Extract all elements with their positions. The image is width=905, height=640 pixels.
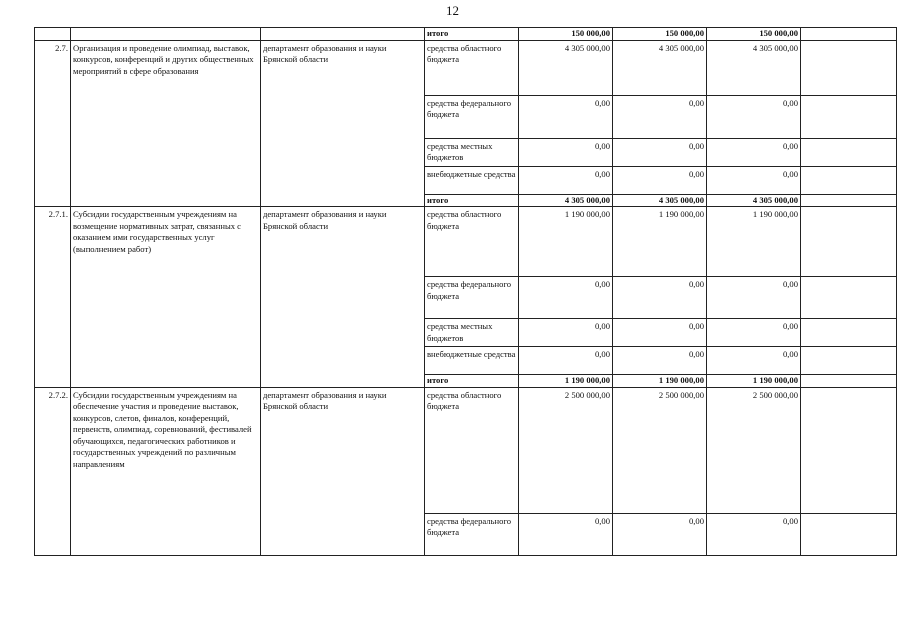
amount-cell: 0,00 (707, 138, 801, 166)
funding-source-cell: средства федерального бюджета (425, 513, 519, 555)
cell-empty (801, 387, 897, 513)
table-row (35, 387, 897, 513)
amount-cell: 0,00 (613, 166, 707, 194)
amount-cell: 0,00 (519, 138, 613, 166)
cell-empty (261, 28, 425, 41)
amount-cell: 0,00 (519, 347, 613, 375)
cell-empty (801, 166, 897, 194)
cell-empty (71, 28, 261, 41)
amount-cell: 1 190 000,00 (707, 207, 801, 277)
amount-cell: 0,00 (707, 277, 801, 319)
amount-cell: 4 305 000,00 (707, 194, 801, 207)
amount-cell: 1 190 000,00 (613, 207, 707, 277)
amount-cell: 150 000,00 (613, 28, 707, 41)
item-name: Субсидии государственным учреждениям на возмещение нормативных затрат, связанных с оказанием ими государственных услуг (выполнением работ) (71, 207, 261, 388)
amount-cell: 0,00 (613, 138, 707, 166)
cell-empty (801, 513, 897, 555)
amount-cell: 2 500 000,00 (613, 387, 707, 513)
amount-cell: 0,00 (613, 277, 707, 319)
item-number: 2.7. (35, 40, 71, 207)
amount-cell: 2 500 000,00 (707, 387, 801, 513)
funding-source-cell: средства областного бюджета (425, 387, 519, 513)
amount-cell: 0,00 (519, 513, 613, 555)
executor-cell: департамент образования и науки Брянской области (261, 207, 425, 388)
amount-cell: 0,00 (707, 95, 801, 138)
funding-source-cell: средства областного бюджета (425, 40, 519, 95)
cell-empty (801, 95, 897, 138)
cell-empty (801, 207, 897, 277)
executor-cell: департамент образования и науки Брянской области (261, 387, 425, 555)
amount-cell: 1 190 000,00 (707, 375, 801, 388)
item-number: 2.7.1. (35, 207, 71, 388)
amount-cell: 0,00 (613, 319, 707, 347)
item-name: Организация и проведение олимпиад, выставок, конкурсов, конференций и других общественных мероприятий в сфере образования (71, 40, 261, 207)
amount-cell: 4 305 000,00 (707, 40, 801, 95)
amount-cell: 4 305 000,00 (519, 194, 613, 207)
amount-cell: 0,00 (519, 95, 613, 138)
amount-cell: 0,00 (707, 347, 801, 375)
amount-cell: 0,00 (613, 513, 707, 555)
item-name: Субсидии государственным учреждениям на обеспечение участия и проведение выставок, конкурсов, слетов, финалов, конференций, первенств, олимпиад, соревнований, фестивалей обучающихся, педагогических работников и государственных учреждений по различным направлениям (71, 387, 261, 555)
cell-empty (801, 138, 897, 166)
amount-cell: 0,00 (613, 95, 707, 138)
cell-empty (801, 375, 897, 388)
cell-empty (801, 319, 897, 347)
funding-source-cell: средства федерального бюджета (425, 277, 519, 319)
cell-empty (801, 28, 897, 41)
amount-cell: 1 190 000,00 (519, 375, 613, 388)
funding-source-cell: внебюджетные средства (425, 166, 519, 194)
table-row (35, 40, 897, 95)
table-row-carryover-total (35, 28, 897, 41)
amount-cell: 4 305 000,00 (613, 40, 707, 95)
funding-source-cell: средства областного бюджета (425, 207, 519, 277)
amount-cell: 0,00 (707, 166, 801, 194)
cell-empty (801, 277, 897, 319)
funding-source-cell: средства местных бюджетов (425, 138, 519, 166)
funding-source-cell: средства местных бюджетов (425, 319, 519, 347)
amount-cell: 0,00 (613, 347, 707, 375)
cell-empty (35, 28, 71, 41)
funding-source-cell: итого (425, 375, 519, 388)
executor-cell: департамент образования и науки Брянской области (261, 40, 425, 207)
amount-cell: 150 000,00 (707, 28, 801, 41)
amount-cell: 150 000,00 (519, 28, 613, 41)
cell-empty (801, 347, 897, 375)
cell-empty (801, 194, 897, 207)
funding-source-cell: итого (425, 28, 519, 41)
budget-table (34, 27, 897, 556)
funding-source-cell: итого (425, 194, 519, 207)
amount-cell: 4 305 000,00 (613, 194, 707, 207)
funding-source-cell: внебюджетные средства (425, 347, 519, 375)
table-row (35, 207, 897, 277)
funding-source-cell: средства федерального бюджета (425, 95, 519, 138)
item-number: 2.7.2. (35, 387, 71, 555)
amount-cell: 2 500 000,00 (519, 387, 613, 513)
cell-empty (801, 40, 897, 95)
amount-cell: 1 190 000,00 (519, 207, 613, 277)
page-number: 12 (446, 3, 459, 18)
amount-cell: 4 305 000,00 (519, 40, 613, 95)
amount-cell: 0,00 (519, 277, 613, 319)
amount-cell: 0,00 (707, 513, 801, 555)
amount-cell: 0,00 (519, 319, 613, 347)
amount-cell: 0,00 (519, 166, 613, 194)
amount-cell: 1 190 000,00 (613, 375, 707, 388)
amount-cell: 0,00 (707, 319, 801, 347)
